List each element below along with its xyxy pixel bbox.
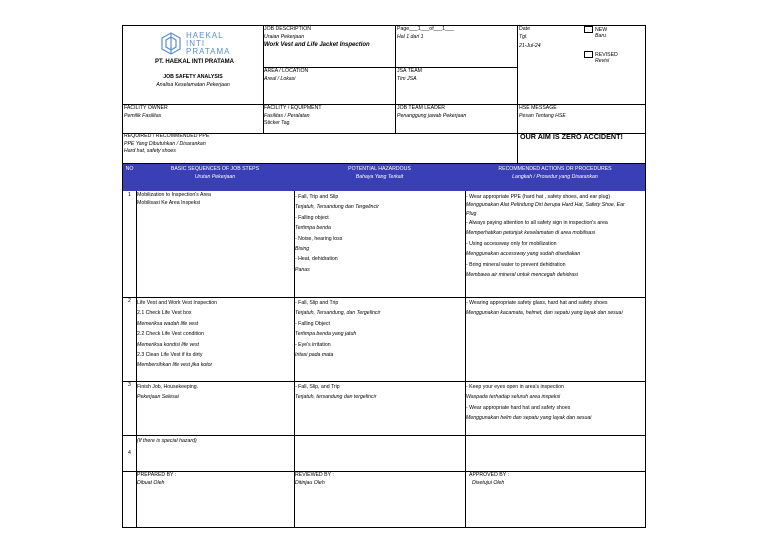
row-hazards — [295, 298, 380, 360]
action-line: - Wearing appropriate safety glass, hard hat and safety shoes — [466, 300, 608, 306]
page-cell — [397, 26, 454, 41]
facility-sub: Fasilitas / Peralatan — [264, 112, 310, 119]
jsa-team-label: JSA TEAM — [397, 68, 422, 74]
revised-label: REVISED — [595, 51, 618, 58]
reviewed-label: REVIEWED BY : — [295, 472, 334, 478]
step-line: Life Vest and Work Vest Inspection — [137, 300, 218, 306]
prepared-sub: Dibuat Oleh — [137, 479, 165, 486]
hazard-line: - Fall, Slip, and Trip — [295, 384, 340, 390]
hse-sub: Pesan Tentang HSE — [519, 112, 566, 119]
jsa-team-sub: Tim JSA — [397, 75, 417, 82]
jsa-form — [122, 25, 646, 528]
hazard-line: - Falling object — [295, 214, 329, 221]
new-label: NEW — [595, 26, 608, 33]
hazard-line: Terjatuh, Tersandung dan Tergelincir — [295, 204, 379, 211]
row-number: 4 — [128, 450, 131, 456]
action-line: Membawa air mineral untuk mencegah dehidrasi — [466, 272, 578, 279]
logo-text-1: HAEKAL — [186, 31, 224, 40]
page-label: Page___1___of___1___ — [397, 26, 454, 32]
row-steps — [137, 192, 211, 207]
action-line: - Keep your eyes open in area's inspection — [466, 384, 564, 390]
col-hazards-label: POTENTIAL HAZARDOUS — [348, 166, 411, 172]
divider — [123, 104, 645, 105]
ppe-label: REQUIRED / RECOMMENDED PPE — [124, 133, 210, 139]
hazard-line: Bising — [295, 246, 310, 253]
area-sub: Areal / Lokasi — [264, 75, 296, 82]
reviewed-sub: Ditinjau Oleh — [295, 479, 325, 486]
col-steps-sub: Urutan Pekerjaan — [194, 173, 236, 180]
hazard-line: - Falling Object — [295, 320, 330, 327]
step-line: Pekerjaan Selesai — [137, 394, 179, 401]
date-value: 21-Jul-24 — [519, 43, 541, 50]
divider — [123, 435, 645, 436]
date-cell — [519, 26, 541, 51]
revised-sub: Revisi — [595, 58, 610, 65]
ppe-cell — [124, 133, 209, 156]
hazard-line: Tertimpa benda yang jatuh — [295, 331, 357, 338]
new-checkbox[interactable] — [584, 26, 607, 40]
area-cell — [264, 68, 308, 83]
action-line: - Wear appropriate hard hat and safety shoes — [466, 404, 571, 411]
hazard-line: - Fall, Slip and Trip — [295, 300, 339, 306]
step-line: Finish Job, Housekeeping. — [137, 384, 199, 390]
row-number: 1 — [128, 192, 131, 198]
new-sub: Baru — [595, 33, 606, 40]
job-desc-value: Work Vest and Life Jacket Inspection — [264, 42, 370, 49]
row-actions — [466, 382, 591, 424]
step-line: (If there is special hazard) — [137, 438, 197, 444]
doc-title: JOB SAFETY ANALYSIS — [163, 74, 223, 80]
hazard-line: - Eye's irritation — [295, 341, 331, 348]
action-line: - Always paying attention to all safety sign in inspection's area — [466, 220, 608, 226]
step-line: Mobilization to Inspection's Area — [137, 192, 211, 198]
row-actions — [466, 298, 623, 319]
step-line: 2.2 Check Life Vest condition — [137, 331, 204, 338]
prepared-label: PREPARED BY : — [137, 472, 177, 478]
checkbox-icon — [584, 26, 593, 33]
job-description-cell — [264, 26, 370, 50]
hazard-line: Panas — [295, 266, 310, 273]
hazard-line: - Fall, Trip and Slip — [295, 194, 339, 200]
facility-owner-sub: Pemilik Fasilitas — [124, 112, 162, 119]
col-no: NO — [125, 166, 134, 172]
leader-cell — [397, 105, 466, 120]
step-line: 2.3 Clean Life Vest if its dirty — [137, 352, 203, 359]
aim-message: OUR AIM IS ZERO ACCIDENT! — [520, 132, 623, 141]
col-actions-label: RECOMMENDED ACTIONS OR PROCEDURES — [498, 166, 612, 172]
row-number: 3 — [128, 382, 131, 388]
column-header-band — [123, 163, 645, 191]
action-line: Menggunakan accessway yang sudah disediakan — [466, 251, 581, 258]
col-actions — [465, 166, 645, 181]
hazard-line: Tertimpa benda — [295, 225, 331, 232]
action-line: Memperhatikan petunjuk keselamatan di area mobilisasi — [466, 230, 596, 237]
action-line: - Bring mineral water to prevent dehidration — [466, 261, 566, 268]
approved-sub: Disetujui Oleh — [472, 479, 505, 486]
prepared-by — [137, 472, 176, 487]
action-line: Plug — [466, 210, 477, 217]
col-steps-label: BASIC SEQUENCES OF JOB STEPS — [170, 166, 260, 172]
job-desc-label: JOB DESCRIPTION — [264, 26, 311, 32]
hazard-line: - Heat, dehidration — [295, 256, 338, 263]
jsa-team-cell — [397, 68, 422, 83]
row-actions — [466, 192, 625, 280]
row-steps — [137, 436, 197, 446]
facility-cell — [264, 105, 322, 128]
area-label: AREA / LOCATION — [264, 68, 309, 74]
action-line: - Using accessway only for mobilization — [466, 240, 557, 247]
logo-text-2: INTI — [186, 39, 206, 48]
hazard-line: Terjatuh, Tersandung, dan Tergelincir — [295, 310, 381, 317]
revised-checkbox[interactable] — [584, 51, 618, 65]
ppe-sub: PPE Yang Dibutuhkan / Disarankan — [124, 140, 206, 147]
hse-label: HSE MESSAGE — [519, 105, 557, 111]
col-actions-sub: Langkah / Prosedur yang Disarankan — [512, 173, 598, 180]
date-label: Date — [519, 26, 530, 32]
action-line: Menggunakan kacamata, helmet, dan sepatu yang layak dan sesuai — [466, 310, 623, 317]
date-sub: Tgl. — [519, 33, 528, 40]
col-hazards-sub: Bahaya Yang Terkait — [355, 173, 404, 180]
facility-value: Sticker Tag — [264, 120, 290, 127]
logo-text-3: PRATAMA — [186, 47, 231, 56]
divider — [517, 26, 518, 163]
row-hazards — [295, 192, 379, 275]
leader-label: JOB TEAM LEADER — [397, 105, 446, 111]
hazard-line: - Noise, hearing loss — [295, 235, 343, 242]
hazard-line: Iritasi pada mata — [295, 352, 334, 359]
job-desc-sub: Uraian Pekerjaan — [264, 33, 305, 40]
company-name: PT. HAEKAL INTI PRATAMA — [155, 59, 234, 65]
step-line: Mobilisasi Ke Area Inspeksi — [137, 199, 201, 206]
col-steps — [136, 166, 294, 181]
divider — [123, 471, 645, 472]
divider — [395, 26, 396, 133]
step-line: Memeriksa wadah life vest — [137, 320, 199, 327]
row-number: 2 — [128, 298, 131, 304]
divider — [123, 163, 645, 164]
action-line: Menggunakan helm dan sepatu yang layak dan sesuai — [466, 415, 592, 422]
row-steps — [137, 298, 217, 371]
page-sub: Hal 1 dari 1 — [397, 33, 424, 40]
step-line: 2.1 Check Life Vest box — [137, 310, 192, 317]
checkbox-icon — [584, 51, 593, 58]
ppe-value: Hard hat, safety shoes — [124, 148, 176, 155]
action-line: Waspada terhadap seluruh area inspeksi — [466, 394, 561, 401]
action-line: Menggunakan Alat Pelindung Diri berupa Hard Hat, Safety Shoe, Ear — [466, 202, 625, 209]
hse-cell — [519, 105, 566, 120]
approved-by — [469, 472, 509, 487]
doc-subtitle: Analisa Keselamatan Pekerjaan — [156, 82, 230, 88]
step-line: Membersihkan life vest jika kotor — [137, 362, 213, 369]
facility-label: FACILITY / EQUIPMENT — [264, 105, 322, 111]
row-steps — [137, 382, 198, 403]
facility-owner-cell — [124, 105, 168, 120]
step-line: Memeriksa kondisi life vest — [137, 341, 199, 348]
action-line: - Wear appropriate PPE (hard hat , safety shoes, and ear plug) — [466, 194, 611, 200]
leader-sub: Penanggung jawab Pekerjaan — [397, 112, 467, 119]
row-hazards — [295, 382, 376, 403]
hazard-line: Terjatuh, tersandung dan tergelincir — [295, 394, 377, 401]
reviewed-by — [295, 472, 334, 487]
col-hazards — [294, 166, 465, 181]
approved-label: APPROVED BY : — [469, 472, 509, 478]
facility-owner-label: FACILITY OWNER — [124, 105, 168, 111]
